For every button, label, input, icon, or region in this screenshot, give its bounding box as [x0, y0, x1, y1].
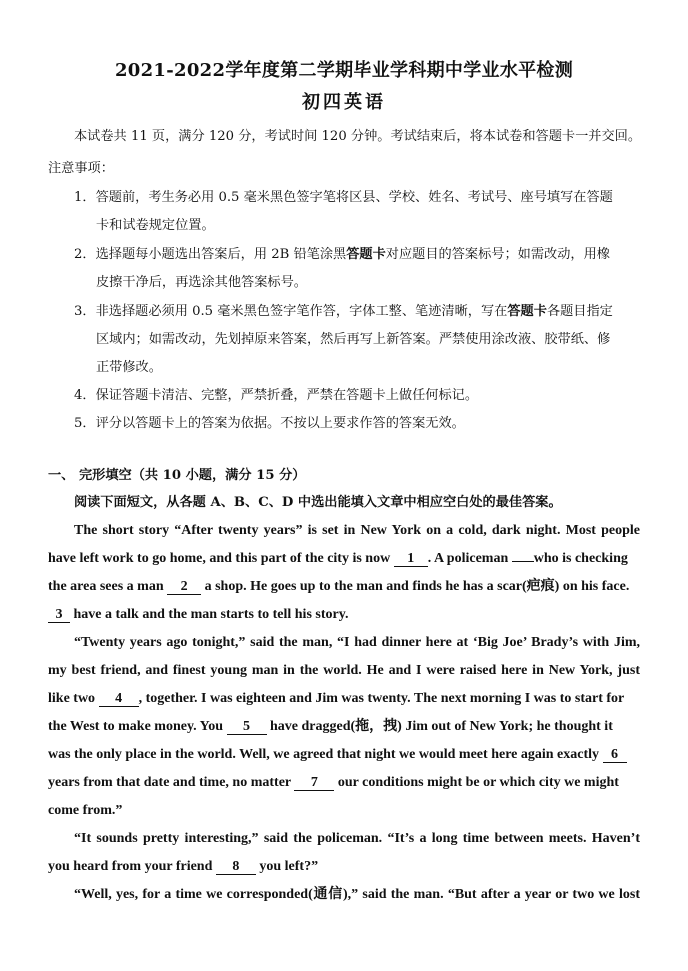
note-item-2-line-1 — [74, 246, 610, 264]
passage-p1-line-2 — [48, 550, 628, 568]
note-item-2-line-2: 皮擦干净后，再选涂其他答案标号。 — [96, 275, 307, 290]
p2-l5-text-a: was the only place in the world. Well, we agreed that night we would meet here again exactly — [48, 747, 603, 762]
exam-title: 2021-2022学年度第二学期毕业学科期中学业水平检测 — [114, 60, 574, 81]
note-3-answer-card: 答题卡 — [507, 304, 547, 319]
p1-l4-text: have a talk and the man starts to tell his story. — [70, 607, 349, 622]
p1-l2-text-a: have left work to go home, and this part of the city is now — [48, 551, 394, 566]
blank-6[interactable]: 6 — [603, 747, 627, 763]
blank-7[interactable]: 7 — [294, 775, 334, 791]
note-item-3-line-1 — [74, 303, 613, 321]
passage-p2-line-2: my best friend, and finest young man in the world. He and I were raised here in New York, just — [48, 663, 640, 678]
blank-8[interactable]: 8 — [216, 859, 256, 875]
exam-subtitle: 初四英语 — [302, 92, 386, 113]
passage-p2-line-4 — [48, 718, 613, 736]
blank-2[interactable]: 2 — [167, 579, 201, 595]
note-3-text-a: 3．非选择题必须用 0.5 毫米黑色签字笔作答，字体工整、笔迹清晰，写在 — [74, 304, 508, 319]
passage-p2-line-3 — [48, 690, 624, 708]
note-item-4: 4．保证答题卡清洁、完整，严禁折叠，严禁在答题卡上做任何标记。 — [74, 388, 479, 403]
p2-l6-text-b: our conditions might be or which city we might — [334, 775, 619, 790]
blank-1[interactable]: 1 — [394, 551, 428, 567]
note-2-text-a: 2．选择题每小题选出答案后，用 2B 铅笔涂黑 — [74, 247, 347, 262]
blank-5[interactable]: 5 — [227, 719, 267, 735]
passage-p1-line-3 — [48, 578, 629, 596]
passage-p1-line-1: The short story “After twenty years” is set in New York on a cold, dark night. Most people — [74, 523, 640, 538]
passage-p3-line-1: “It sounds pretty interesting,” said the policeman. “It’s a long time between meets. Haven’t — [74, 831, 640, 846]
note-item-1-line-2: 卡和试卷规定位置。 — [96, 218, 215, 233]
p2-l3-text-a: like two — [48, 691, 99, 706]
p3-l2-text-a: you heard from your friend — [48, 859, 216, 874]
notes-heading: 注意事项： — [48, 161, 114, 176]
intro-text: 本试卷共 11 页，满分 120 分，考试时间 120 分钟。考试结束后，将本试卷和答题卡一并交回。 — [74, 129, 642, 144]
note-item-3-line-3: 正带修改。 — [96, 360, 162, 375]
passage-p2-line-1: “Twenty years ago tonight,” said the man, “I had dinner here at ‘Big Joe’ Brady’s with Jim, — [74, 635, 640, 650]
note-2-text-c: 对应题目的答案标号；如需改动，用橡 — [385, 247, 610, 262]
p3-l2-text-b: you left?” — [255, 859, 319, 874]
p2-l6-text-a: years from that date and time, no matter — [48, 775, 295, 790]
blank-4[interactable]: 4 — [99, 691, 139, 707]
note-item-3-line-2: 区域内；如需改动，先划掉原来答案，然后再写上新答案。严禁使用涂改液、胶带纸、修 — [96, 332, 611, 347]
p2-l4-text-a: the West to make money. You — [48, 719, 227, 734]
note-item-5: 5．评分以答题卡上的答案为依据。不按以上要求作答的答案无效。 — [74, 416, 465, 431]
section-1-instruction: 阅读下面短文，从各题 A、B、C、D 中选出能填入文章中相应空白处的最佳答案。 — [74, 495, 562, 510]
passage-p4-line-1: “Well, yes, for a time we corresponded(通信),” said the man. “But after a year or two we lost — [74, 887, 640, 902]
blank-unnumbered[interactable] — [512, 561, 534, 562]
passage-p2-line-7: come from.” — [48, 803, 123, 818]
note-item-1-line-1: 1．答题前，考生务必用 0.5 毫米黑色签字笔将区县、学校、姓名、考试号、座号填写在答题 — [74, 190, 613, 205]
p1-l2-text-b: . A policeman — [427, 551, 512, 566]
passage-p3-line-2 — [48, 858, 318, 876]
p1-l3-text-b: a shop. He goes up to the man and finds he has a scar(疤痕) on his face. — [201, 579, 630, 594]
blank-3[interactable]: 3 — [48, 607, 70, 623]
passage-p2-line-6 — [48, 774, 619, 792]
passage-p1-line-4 — [48, 606, 348, 624]
p2-l4-text-b: have dragged(拖，拽) Jim out of New York; he thought it — [266, 719, 613, 734]
p2-l3-text-b: , together. I was eighteen and Jim was twenty. The next morning I was to start for — [138, 691, 625, 706]
section-1-heading: 一、 完形填空（共 10 小题，满分 15 分） — [48, 468, 306, 483]
passage-p2-line-5 — [48, 746, 627, 764]
note-3-text-c: 各题目指定 — [546, 304, 613, 319]
p1-l3-text-a: the area sees a man — [48, 579, 168, 594]
p1-l2-text-c: who is checking — [533, 551, 628, 566]
note-2-answer-card: 答题卡 — [346, 247, 386, 262]
